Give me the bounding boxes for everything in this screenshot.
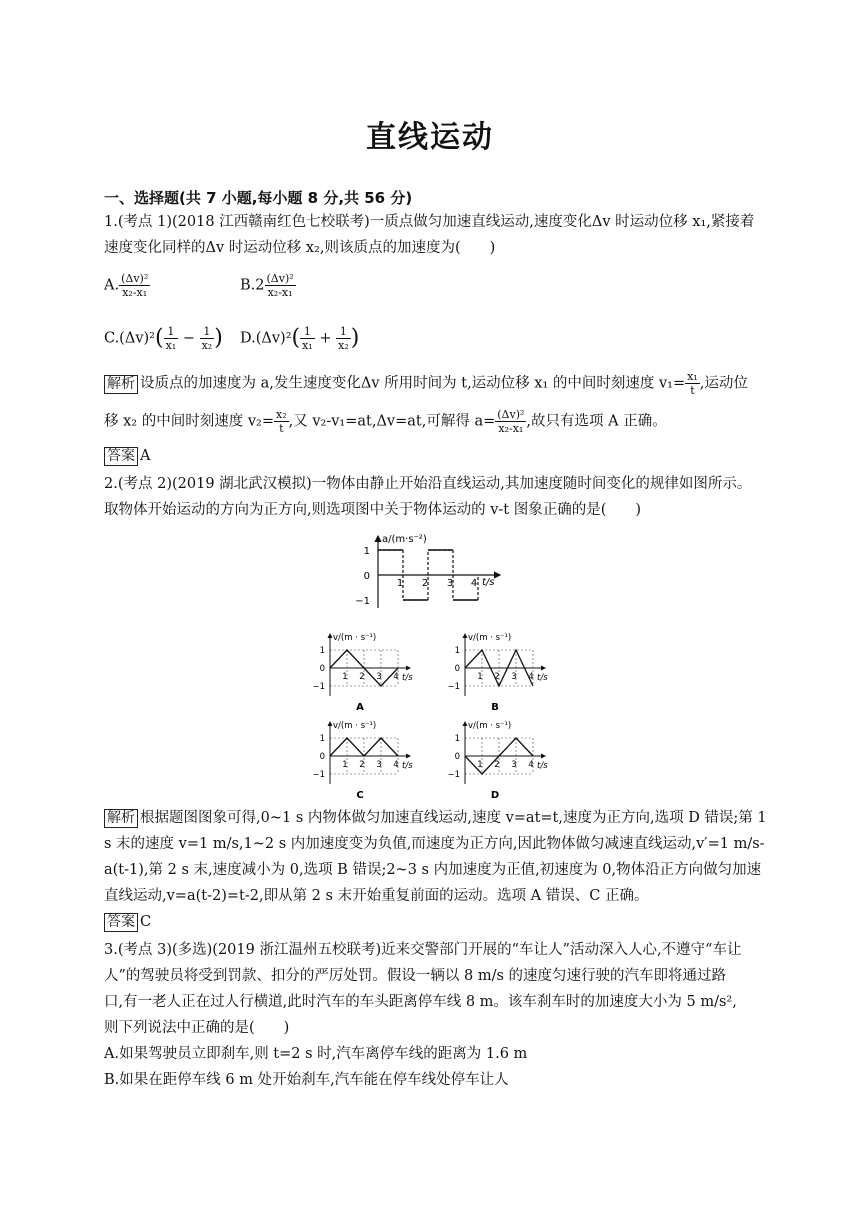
q1-analysis-frac3-num: (Δv)² (497, 408, 525, 421)
q1-analysis-frac2-den: t (279, 422, 284, 435)
vt-graph-option-b (447, 633, 548, 713)
a-graph-xtick-3: 3 (446, 578, 454, 589)
q1-analysis-text3: 移 x₂ 的中间时刻速度 v₂= (104, 413, 274, 430)
q1-analysis-frac1-den: t (690, 384, 695, 397)
q2-analysis-line1 (104, 808, 767, 828)
q1-option-c-num1: 1 (164, 325, 179, 339)
a-graph-ytick-neg1: −1 (355, 596, 370, 607)
q3-option-b: B.如果在距停车线 6 m 处开始刹车,汽车能在停车线处停车让人 (104, 1072, 509, 1088)
vt-ytick-1: 1 (319, 734, 325, 744)
q1-option-c-den1: x₁ (165, 339, 177, 352)
q1-option-c-num2: 1 (200, 325, 215, 339)
vt-xtick-2: 2 (494, 672, 500, 682)
q1-analysis-frac3-den: x₂-x₁ (498, 422, 524, 435)
q1-analysis-text4: ,又 v₂-v₁=at,Δv=at,可解得 a= (288, 413, 496, 430)
q1-option-b-label: B.2 (240, 277, 265, 294)
q1-option-a-label: A. (104, 277, 120, 294)
q2-stem-line1: 2.(考点 2)(2019 湖北武汉模拟)一物体由静止开始沿直线运动,其加速度随时间变化的规律如图所示。 (104, 476, 752, 492)
q1-analysis-tag: 解析 (104, 375, 138, 394)
vt-ytick-0: 0 (319, 664, 325, 674)
vt-graph-option-c (312, 721, 413, 798)
vt-ytick-1: 1 (319, 646, 325, 656)
q1-option-d-operator: + (319, 330, 332, 347)
a-graph-ytick-1: 1 (363, 546, 370, 557)
vt-graph-option-d (447, 721, 548, 798)
q1-analysis-text1: 设质点的加速度为 a,发生速度变化Δv 所用时间为 t,运动位移 x₁ 的中间时刻速度 v₁= (140, 375, 686, 392)
q1-option-d: D.(Δv)²( $\frac{1}{\text{x₁}}$ + $\frac{1}{\text{x₂}}$ ) (240, 325, 360, 352)
q3-stem-line1: 3.(考点 3)(多选)(2019 浙江温州五校联考)近来交警部门开展的“车让人”活动深入人心,不遵守“车让 (104, 942, 742, 958)
q1-stem-line2: 速度变化同样的Δv 时运动位移 x₂,则该质点的加速度为( ) (104, 240, 496, 256)
q1-option-b-denominator: x₂-x₁ (267, 286, 293, 299)
vt-graphs (300, 628, 560, 798)
vt-ytick-0: 0 (454, 752, 460, 762)
vt-ylabel: v/(m · s⁻¹) (333, 633, 377, 643)
q1-option-d-label: D.(Δv)² (240, 330, 292, 347)
q2-analysis-line3: a(t-1),第 2 s 末,速度减小为 0,选项 B 错误;2~3 s 内加速度为正值,初速度为 0,物体沿正方向做匀加速 (104, 862, 762, 878)
vt-ytick-1: 1 (454, 646, 460, 656)
vt-ytick-1: 1 (454, 734, 460, 744)
vt-xtick-1: 1 (342, 672, 348, 682)
q1-option-b-fraction (265, 272, 296, 299)
vt-ytick-neg1: −1 (447, 682, 460, 692)
q1-stem-line1: 1.(考点 1)(2018 江西赣南红色七校联考)一质点做匀加速直线运动,速度变化Δv 时运动位移 x₁,紧接着 (104, 214, 755, 230)
q2-answer-value: C (140, 914, 152, 930)
vt-xtick-1: 1 (342, 760, 348, 770)
q1-answer-tag: 答案 (104, 447, 138, 466)
q1-option-c-operator: − (182, 330, 195, 347)
q1-option-b-numerator: (Δv)² (266, 272, 294, 285)
q2-analysis-text1: 根据题图图象可得,0~1 s 内物体做匀加速直线运动,速度 v=at=t,速度为正方向,选项 D 错误;第 1 (140, 810, 767, 826)
vt-xtick-4: 4 (528, 760, 534, 770)
a-graph-xtick-4: 4 (470, 578, 478, 589)
q2-stem-line2: 取物体开始运动的方向为正方向,则选项图中关于物体运动的 v-t 图象正确的是( ) (104, 502, 642, 518)
q2-answer-tag: 答案 (104, 913, 138, 932)
q1-option-a (104, 272, 150, 299)
vt-xtick-4: 4 (528, 672, 534, 682)
vt-xtick-3: 3 (376, 760, 382, 770)
q1-option-a-denominator: x₂-x₁ (122, 286, 148, 299)
vt-ylabel: v/(m · s⁻¹) (333, 721, 377, 731)
a-graph-ylabel: a/(m·s⁻²) (382, 534, 427, 545)
vt-ytick-neg1: −1 (312, 770, 325, 780)
vt-ytick-0: 0 (319, 752, 325, 762)
vt-xlabel: t/s (402, 673, 413, 683)
vt-xtick-4: 4 (393, 760, 399, 770)
vt-xlabel: t/s (537, 673, 548, 683)
q1-option-d-den2: x₂ (338, 339, 349, 352)
q1-option-d-num1: 1 (300, 325, 315, 339)
q1-option-c-den2: x₂ (201, 339, 213, 352)
vt-option-letter: C (356, 790, 364, 798)
vt-ylabel: v/(m · s⁻¹) (468, 633, 512, 643)
vt-xtick-2: 2 (359, 672, 365, 682)
section-heading: 一、选择题(共 7 小题,每小题 8 分,共 56 分) (104, 189, 413, 207)
vt-ylabel: v/(m · s⁻¹) (468, 721, 512, 731)
q2-answer (104, 912, 151, 932)
q1-option-a-fraction (119, 272, 150, 299)
q1-analysis-frac2-num: x₂ (275, 408, 287, 421)
vt-xtick-4: 4 (393, 672, 399, 682)
q1-analysis-text5: ,故只有选项 A 正确。 (526, 413, 667, 430)
q3-stem-line3: 口,有一老人正在过人行横道,此时汽车的车头距离停车线 8 m。该车刹车时的加速度大小为 5 m/s², (104, 994, 737, 1010)
q2-analysis-line4: 直线运动,v=a(t-2)=t-2,即从第 2 s 末开始重复前面的运动。选项 A 错误、C 正确。 (104, 888, 649, 904)
q1-option-b (240, 272, 296, 299)
vt-xtick-1: 1 (477, 760, 483, 770)
q1-analysis-text2: ,运动位 (699, 375, 748, 392)
vt-ytick-neg1: −1 (447, 770, 460, 780)
vt-ytick-neg1: −1 (312, 682, 325, 692)
q3-stem-line2: 人”的驾驶员将受到罚款、扣分的严厉处罚。假设一辆以 8 m/s 的速度匀速行驶的汽车即将通过路 (104, 968, 727, 984)
vt-xtick-3: 3 (511, 760, 517, 770)
q2-analysis-tag: 解析 (104, 809, 138, 828)
vt-option-letter: A (356, 702, 364, 713)
acceleration-graph (340, 530, 510, 615)
q3-stem-line4: 则下列说法中正确的是( ) (104, 1020, 290, 1036)
vt-xtick-3: 3 (376, 672, 382, 682)
q1-option-a-numerator: (Δv)² (121, 272, 149, 285)
vt-xtick-2: 2 (359, 760, 365, 770)
q1-option-d-den1: x₁ (302, 339, 313, 352)
vt-xtick-2: 2 (494, 760, 500, 770)
q1-answer (104, 446, 150, 466)
a-graph-xtick-2: 2 (421, 578, 429, 589)
vt-xlabel: t/s (402, 761, 413, 771)
q1-option-d-num2: 1 (336, 325, 351, 339)
vt-xtick-1: 1 (477, 672, 483, 682)
page-title: 直线运动 (366, 120, 494, 155)
q1-analysis-line2 (104, 408, 667, 435)
q1-analysis-line1 (104, 370, 748, 397)
vt-option-letter: B (491, 702, 499, 713)
vt-ytick-0: 0 (454, 664, 460, 674)
q3-option-a: A.如果驾驶员立即刹车,则 t=2 s 时,汽车离停车线的距离为 1.6 m (104, 1046, 528, 1062)
q1-analysis-frac1-num: x₁ (687, 370, 698, 383)
q1-option-c: C.(Δv)²( $\frac{1}{\text{x₁}}$ − $\frac{1}{\text{x₂}}$ ) (104, 325, 223, 352)
a-graph-xtick-1: 1 (396, 578, 404, 589)
q1-answer-value: A (140, 448, 151, 464)
a-graph-ytick-0: 0 (363, 571, 370, 582)
a-graph-xlabel: t/s (482, 577, 495, 588)
q2-analysis-line2: s 末的速度 v=1 m/s,1~2 s 内加速度变为负值,而速度为正方向,因此物体做匀减速直线运动,v′=1 m/s- (104, 836, 765, 852)
vt-xtick-3: 3 (511, 672, 517, 682)
vt-graph-option-a (312, 633, 413, 713)
q1-option-c-label: C.(Δv)² (104, 330, 155, 347)
vt-xlabel: t/s (537, 761, 548, 771)
vt-option-letter: D (490, 790, 500, 798)
